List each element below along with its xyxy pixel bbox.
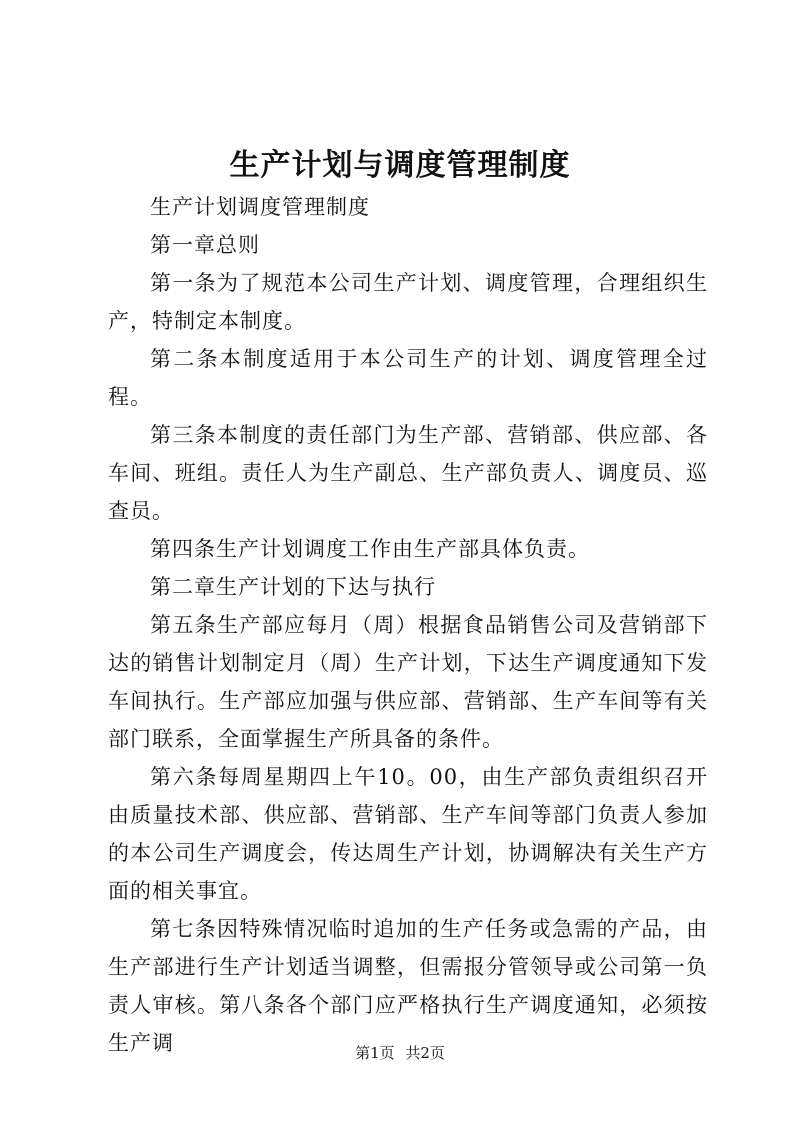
page-title: 生产计划与调度管理制度 xyxy=(229,148,571,183)
page-number: 第1页 xyxy=(355,1044,395,1062)
paragraph-subtitle: 生产计划调度管理制度 xyxy=(150,195,370,219)
paragraph-article-4: 第四条生产计划调度工作由生产部具体负责。 xyxy=(150,537,590,561)
document-body xyxy=(108,188,708,1062)
paragraph-article-7: 第七条因特殊情况临时追加的生产任务或急需的产品，由生产部进行生产计划适当调整，但需报分管领导或公司第一负责人审核。第八条各个部门应严格执行生产调度通知，必须按生产调 xyxy=(108,917,708,1055)
paragraph-article-6: 第六条每周星期四上午10。00，由生产部负责组织召开由质量技术部、供应部、营销部、生产车间等部门负责人参加的本公司生产调度会，传达周生产计划，协调解决有关生产方面的相关事宜。 xyxy=(108,765,708,903)
paragraph-chapter-2: 第二章生产计划的下达与执行 xyxy=(150,575,436,599)
paragraph-article-5: 第五条生产部应每月（周）根据食品销售公司及营销部下达的销售计划制定月（周）生产计划，下达生产调度通知下发车间执行。生产部应加强与供应部、营销部、生产车间等有关部门联系，全面掌握生产所具备的条件。 xyxy=(108,613,708,751)
paragraph-article-2: 第二条本制度适用于本公司生产的计划、调度管理全过程。 xyxy=(108,347,708,409)
page-total: 共2页 xyxy=(405,1044,445,1062)
paragraph-article-3: 第三条本制度的责任部门为生产部、营销部、供应部、各车间、班组。责任人为生产副总、生产部负责人、调度员、巡查员。 xyxy=(108,423,708,523)
paragraph-chapter-1: 第一章总则 xyxy=(150,233,260,257)
page-footer xyxy=(0,1042,800,1063)
paragraph-article-1: 第一条为了规范本公司生产计划、调度管理，合理组织生产，特制定本制度。 xyxy=(108,271,708,333)
